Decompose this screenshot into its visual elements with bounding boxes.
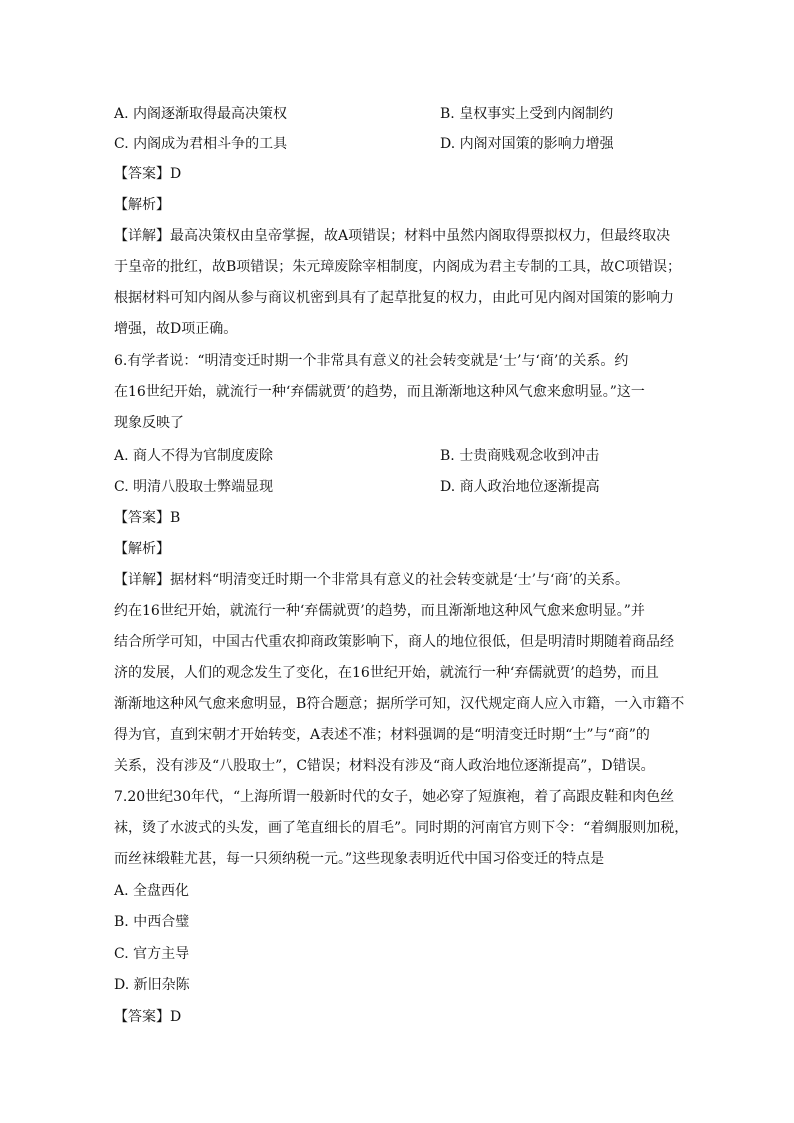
q5-option-a: A. 内阁逐渐取得最高决策权 [114, 106, 288, 122]
q6-answer: 【答案】B [114, 510, 181, 526]
q7-option-c: C. 官方主导 [114, 946, 190, 962]
q7-stem-line: 而丝袜缎鞋尤甚，每一只须纳税一元。”这些现象表明近代中国习俗变迁的特点是 [114, 851, 605, 867]
q7-answer: 【答案】D [114, 1009, 182, 1025]
q5-option-c: C. 内阁成为君相斗争的工具 [114, 136, 288, 152]
q7-option-a: A. 全盘西化 [114, 883, 190, 899]
q5-answer: 【答案】D [114, 166, 182, 182]
q6-option-c: C. 明清八股取士弊端显现 [114, 479, 274, 495]
q5-detail-line: 增强，故D项正确。 [114, 321, 238, 337]
q7-stem-line: 袜，烫了水波式的头发，画了笔直细长的眉毛”。同时期的河南官方则下令：“着绸服则加税， [114, 820, 689, 836]
q7-option-d: D. 新旧杂陈 [114, 977, 190, 993]
q6-detail-line: 关系，没有涉及“八股取士”，C错误；材料没有涉及“商人政治地位逐渐提高”，D错误。 [114, 758, 655, 774]
q6-stem-line: 现象反映了 [114, 415, 184, 431]
q6-option-b: B. 士贵商贱观念收到冲击 [440, 448, 600, 464]
q6-detail-line: 约在16世纪开始，就流行一种‘弃儒就贾’的趋势，而且渐渐地这种风气愈来愈明显。”并 [114, 603, 645, 619]
q6-detail-line: 【详解】据材料“明清变迁时期一个非常具有意义的社会转变就是‘士’与‘商’的关系。 [114, 572, 629, 588]
q5-option-b: B. 皇权事实上受到内阁制约 [440, 106, 614, 122]
q7-option-b: B. 中西合璧 [114, 914, 190, 930]
q6-option-d: D. 商人政治地位逐渐提高 [440, 479, 600, 495]
q6-stem-line: 6.有学者说：“明清变迁时期一个非常具有意义的社会转变就是‘士’与‘商’的关系。约 [114, 353, 629, 369]
q5-detail-line: 根据材料可知内阁从参与商议机密到具有了起草批复的权力，由此可见内阁对国策的影响力 [114, 290, 674, 306]
q6-detail-line: 得为官，直到宋朝才开始转变，A表述不准；材料强调的是“明清变迁时期“士”与“商”的 [114, 727, 650, 743]
q5-detail-line: 于皇帝的批红，故B项错误；朱元璋废除宰相制度，内阁成为君主专制的工具，故C项错误； [114, 259, 681, 275]
q6-analysis-label: 【解析】 [114, 541, 170, 557]
q6-option-a: A. 商人不得为官制度废除 [114, 448, 274, 464]
q6-detail-line: 结合所学可知，中国古代重农抑商政策影响下，商人的地位很低，但是明清时期随着商品经 [114, 634, 674, 650]
q5-analysis-label: 【解析】 [114, 197, 170, 213]
q6-detail-line: 渐渐地这种风气愈来愈明显，B符合题意；据所学可知，汉代规定商人应入市籍，一入市籍不 [114, 696, 685, 712]
q5-option-d: D. 内阁对国策的影响力增强 [440, 136, 614, 152]
q7-stem-line: 7.20世纪30年代，“上海所谓一般新时代的女子，她必穿了短旗袍，着了高跟皮鞋和肉色丝 [114, 789, 675, 805]
q5-detail-line: 【详解】最高决策权由皇帝掌握，故A项错误；材料中虽然内阁取得票拟权力，但最终取决 [114, 228, 671, 244]
q6-detail-line: 济的发展，人们的观念发生了变化，在16世纪开始，就流行一种‘弃儒就贾’的趋势，而且 [114, 665, 659, 681]
q6-stem-line: 在16世纪开始，就流行一种‘弃儒就贾’的趋势，而且渐渐地这种风气愈来愈明显。”这一 [114, 384, 645, 400]
